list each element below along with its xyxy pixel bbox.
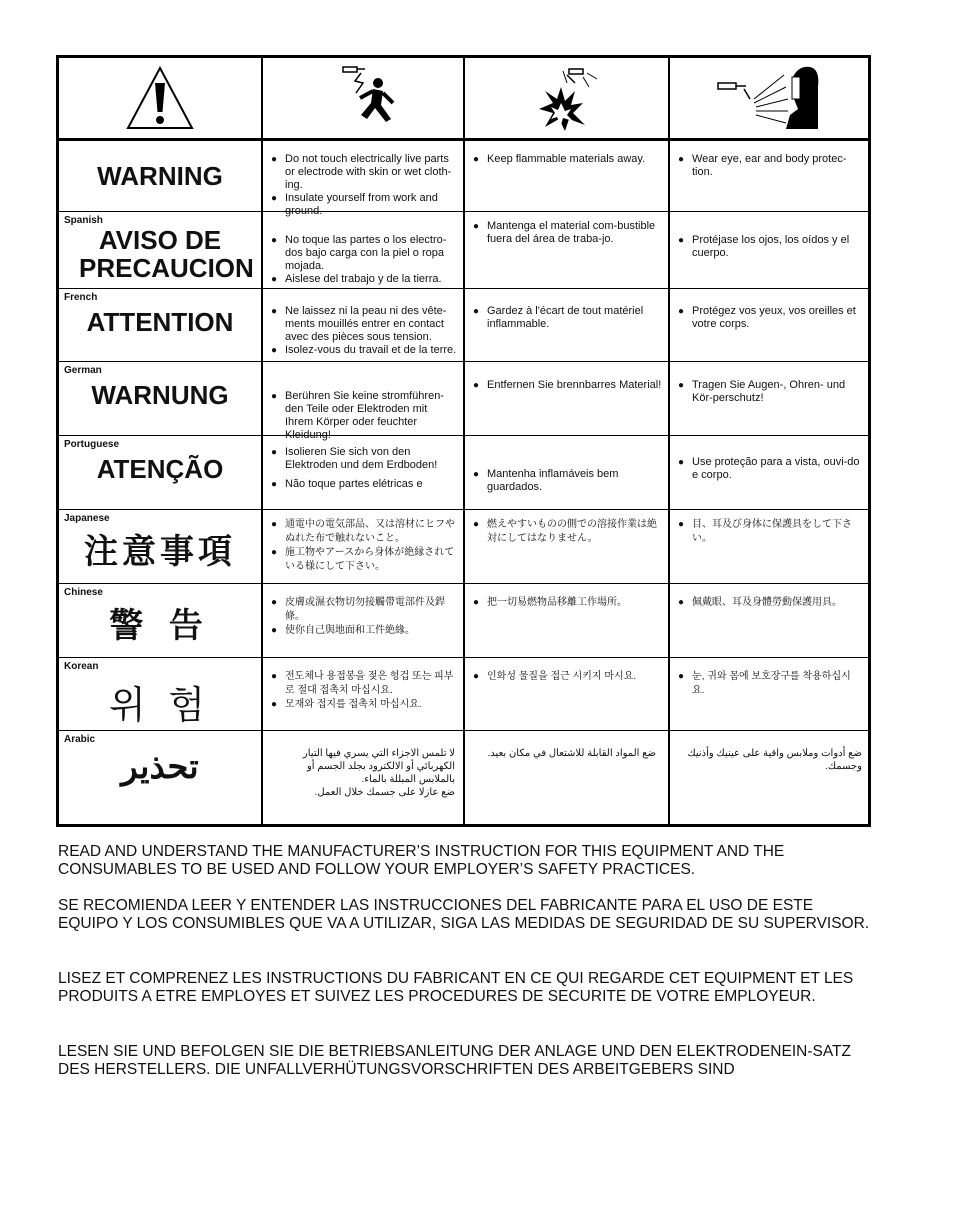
shock-message: ● 皮膚或濕衣物切勿接觸帶電部件及銲條。 ● 使你自己與地面和工件絶緣。 <box>271 597 445 636</box>
fire-message: ● 인화성 물질을 접근 시키지 마시요. <box>473 671 637 682</box>
fire-message: ● Mantenha inflamáveis bem guardados. <box>473 468 619 493</box>
warning-table <box>56 55 871 827</box>
row-japanese <box>59 510 868 584</box>
eye-message: ● 佩戴眼、耳及身體勞動保護用具。 <box>678 597 842 608</box>
bullet-icon: ● <box>473 597 480 608</box>
bullet-icon: ● <box>271 699 278 710</box>
eye-message: ● Use proteção para a vista, ouvi-do e corpo. <box>678 456 860 481</box>
electric-shock-icon <box>263 58 465 138</box>
fire-message: ● 把一切易燃物品移離工作場所。 <box>473 597 627 608</box>
row-korean <box>59 658 868 731</box>
row-arabic <box>59 731 868 824</box>
title-warning: WARNING <box>97 161 223 191</box>
title-atencao: ATENÇÃO <box>96 454 224 484</box>
warning-triangle-icon <box>59 58 263 138</box>
fire-message: ● Mantenga el material com-bustible fuera del área de traba-jo. <box>473 220 656 245</box>
bullet-icon: ● <box>271 597 278 608</box>
row-spanish <box>59 212 868 289</box>
bullet-icon: ● <box>678 671 685 682</box>
arc-ray-welder-icon <box>670 58 868 138</box>
bullet-icon: ● <box>473 306 480 317</box>
bullet-icon: ● <box>271 235 278 246</box>
title-japanese: 注意事項 <box>84 533 236 571</box>
shock-message: لا تلمس الاجزاء التي يسري فيها التيار الكهربائي أو الالكترود بجلد الجسم أو بالملابس المبللة بالماء. ضع عازلا على جسمك خلال العمل. <box>302 748 455 798</box>
language-label: Korean <box>64 661 99 672</box>
bullet-icon: ● <box>271 479 278 490</box>
row-german <box>59 362 868 441</box>
title-arabic: تحذير <box>121 748 199 786</box>
instruction-german: LESEN SIE UND BEFOLGEN SIE DIE BETRIEBSANLEITUNG DER ANLAGE UND DEN ELEKTRODENEIN-SATZ DES HERSTELLERS. DIE UNFALLVERHÜTUNGSVORSCHRIFTEN DES ARBEITGEBERS SIND <box>58 1043 851 1078</box>
bullet-icon: ● <box>271 193 278 204</box>
title-aviso: AVISO DE PRECAUCION <box>79 225 254 283</box>
fire-message: ضع المواد القابلة للاشتعال في مكان بعيد. <box>487 748 656 759</box>
title-attention: ATTENTION <box>86 307 234 337</box>
bullet-icon: ● <box>678 457 685 468</box>
bullet-icon: ● <box>271 274 278 285</box>
row-chinese <box>59 584 868 658</box>
eye-message: ● Protéjase los ojos, los oídos y el cuerpo. <box>678 234 850 259</box>
fire-message: ● Entfernen Sie brennbarres Material! <box>473 379 662 391</box>
row-french <box>59 289 868 362</box>
eye-message: ● 目、耳及び身体に保護具をして下さい。 <box>678 519 852 544</box>
bullet-icon: ● <box>473 380 480 391</box>
language-label: French <box>64 292 98 303</box>
instruction-spanish: SE RECOMIENDA LEER Y ENTENDER LAS INSTRUCCIONES DEL FABRICANTE PARA EL USO DE ESTE EQUIPO Y LOS CONSUMIBLES QUE VA A UTILIZAR, SIGA LAS MEDIDAS DE SEGURIDAD DE SU SUPERVISOR. <box>58 897 870 932</box>
bullet-icon: ● <box>473 519 480 530</box>
shock-message: ● 通電中の電気部品、又は溶材にヒフやぬれた布で触れないこと。 ● 施工物やアースから身体が絶縁されている様にして下さい。 <box>271 519 455 572</box>
language-label: German <box>64 365 102 376</box>
bullet-icon: ● <box>271 671 278 682</box>
bullet-icon: ● <box>473 469 480 480</box>
language-label: Portuguese <box>64 439 120 450</box>
bullet-icon: ● <box>473 221 480 232</box>
shock-message: ● Do not touch electrically live parts or electrode with skin or wet cloth-ing. ● Insulate yourself from work and ground. <box>271 153 452 217</box>
title-korean: 위 험 <box>109 685 211 727</box>
bullet-icon: ● <box>271 547 278 558</box>
eye-message: ● Protégez vos yeux, vos oreilles et votre corps. <box>678 305 856 330</box>
title-warnung: WARNUNG <box>91 380 229 410</box>
bullet-icon: ● <box>271 519 278 530</box>
fire-message: ● Keep flammable materials away. <box>473 153 646 165</box>
bullet-icon: ● <box>473 154 480 165</box>
bullet-icon: ● <box>678 597 685 608</box>
language-label: Japanese <box>64 513 110 524</box>
bullet-icon: ● <box>271 625 278 636</box>
shock-message: ● Ne laissez ni la peau ni des vête-ments mouillés entrer en contact avec des pièces sous tension. ● Isolez-vous du travail et de la terre. <box>271 305 457 356</box>
bullet-icon: ● <box>678 306 685 317</box>
shock-message: ● No toque las partes o los electro-dos bajo carga con la piel o ropa mojada. ● Aislese del trabajo y de la tierra. <box>271 234 447 285</box>
row-portuguese <box>59 436 868 510</box>
row-english <box>59 141 868 217</box>
eye-message: ● Wear eye, ear and body protec-tion. <box>678 153 847 178</box>
bullet-icon: ● <box>271 306 278 317</box>
shock-message: ● 전도체나 용접봉을 젖은 헝겁 또는 피부로 절대 접촉치 마십시요. ● 모재와 접지를 접촉치 마십시요. <box>271 671 454 710</box>
bullet-icon: ● <box>473 671 480 682</box>
bullet-icon: ● <box>678 154 685 165</box>
bullet-icon: ● <box>678 380 685 391</box>
eye-message: ضع أدوات وملابس واقية على عينيك وأذنيك وجسمك. <box>687 748 862 772</box>
icon-row <box>59 58 868 141</box>
instruction-french: LISEZ ET COMPRENEZ LES INSTRUCTIONS DU FABRICANT EN CE QUI REGARDE CET EQUIPMENT ET LES PRODUITS A ETRE EMPLOYES ET SUIVEZ LES PROCEDURES DE SECURITE DE VOTRE EMPLOYEUR. <box>58 970 854 1005</box>
language-label: Arabic <box>64 734 96 745</box>
title-chinese: 警 告 <box>109 607 211 645</box>
eye-message: ● Tragen Sie Augen-, Ohren- und Kör-perschutz! <box>678 379 846 404</box>
bullet-icon: ● <box>678 519 685 530</box>
bullet-icon: ● <box>271 391 278 402</box>
fire-explosion-icon <box>465 58 670 138</box>
fire-message: ● 燃えやすいものの側での溶接作業は絶対にしてはなりません。 <box>473 519 657 544</box>
shock-message: ● Isolieren Sie sich von den Elektroden und dem Erdboden! ● Não toque partes elétricas e <box>271 446 438 490</box>
instruction-english: READ AND UNDERSTAND THE MANUFACTURER’S INSTRUCTION FOR THIS EQUIPMENT AND THE CONSUMABLES TO BE USED AND FOLLOW YOUR EMPLOYER’S SAFETY PRACTICES. <box>58 843 785 878</box>
eye-message: ● 눈, 귀와 몸에 보호장구를 착용하십시요. <box>678 671 851 696</box>
fire-message: ● Gardez à l'écart de tout matériel inflammable. <box>473 305 644 330</box>
language-label: Spanish <box>64 215 103 226</box>
bullet-icon: ● <box>271 345 278 356</box>
bullet-icon: ● <box>271 154 278 165</box>
bullet-icon: ● <box>271 447 278 458</box>
shock-message: ● Berühren Sie keine stromführen-den Teile oder Elektroden mit Ihrem Körper oder feuchter Kleidung! <box>271 390 444 441</box>
language-label: Chinese <box>64 587 103 598</box>
bullet-icon: ● <box>678 235 685 246</box>
